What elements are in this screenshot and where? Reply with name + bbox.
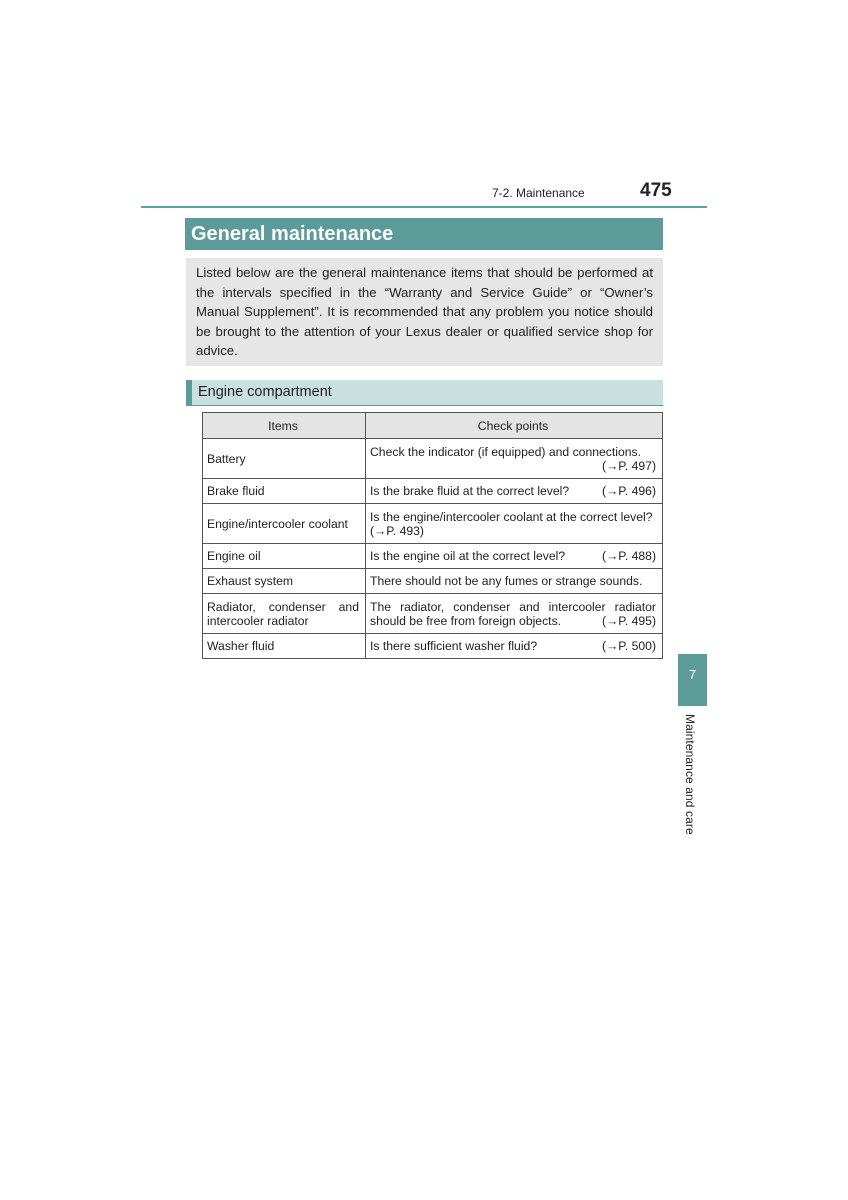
row-check-text: Is there sufficient washer fluid? [370, 639, 538, 653]
row-check-text: Is the brake fluid at the correct level? [370, 484, 570, 498]
table-row [203, 569, 663, 594]
page-title: General maintenance [185, 218, 663, 250]
row-check [366, 544, 663, 569]
page-reference: (→P. 497) [602, 458, 656, 473]
page-reference: (→P. 495) [602, 613, 656, 628]
table-row [203, 439, 663, 479]
table-row [203, 504, 663, 544]
row-item: Brake fluid [203, 479, 366, 504]
row-item: Engine oil [203, 544, 366, 569]
chapter-label: Maintenance and care [683, 714, 697, 835]
table-row [203, 479, 663, 504]
subsection-heading: Engine compartment [186, 380, 663, 406]
section-header: 7-2. Maintenance [492, 186, 585, 200]
table-row [203, 594, 663, 634]
row-check [366, 594, 663, 634]
table-row [203, 634, 663, 659]
row-check-text: There should not be any fumes or strange sounds. [370, 574, 643, 588]
row-item: Engine/intercooler coolant [203, 504, 366, 544]
row-item: Battery [203, 439, 366, 479]
row-check [366, 634, 663, 659]
row-check [366, 504, 663, 544]
page-reference: (→P. 500) [602, 639, 656, 653]
row-item: Exhaust system [203, 569, 366, 594]
intro-paragraph: Listed below are the general maintenance items that should be performed at the intervals specified in the “Warranty and Service Guide” or “Owner’s Manual Supplement”. It is recommended that any problem you notice should be brought to the attention of your Lexus dealer or qualified service shop for advice. [186, 258, 663, 366]
column-header-check-points: Check points [366, 413, 663, 439]
row-check [366, 439, 663, 479]
row-check [366, 479, 663, 504]
page-reference: (→P. 493) [370, 523, 424, 538]
table-row [203, 544, 663, 569]
page-reference: (→P. 496) [602, 484, 656, 498]
maintenance-table [202, 412, 663, 659]
page-reference: (→P. 488) [602, 549, 656, 563]
row-item: Washer fluid [203, 634, 366, 659]
row-check-text: Is the engine/intercooler coolant at the correct level? [370, 509, 653, 524]
row-check [366, 569, 663, 594]
table-header-row [203, 413, 663, 439]
header-divider [141, 206, 707, 208]
subsection-divider [186, 405, 663, 406]
page-number: 475 [640, 180, 672, 201]
column-header-items: Items [203, 413, 366, 439]
row-check-text: Check the indicator (if equipped) and connections. [370, 444, 641, 459]
row-item: Radiator, condenser and intercooler radiator [203, 594, 366, 634]
row-check-text: Is the engine oil at the correct level? [370, 549, 566, 563]
chapter-tab: 7 [678, 654, 707, 706]
row-check-text: The radiator, condenser and intercooler radiator should be free from foreign objects. [370, 599, 656, 628]
